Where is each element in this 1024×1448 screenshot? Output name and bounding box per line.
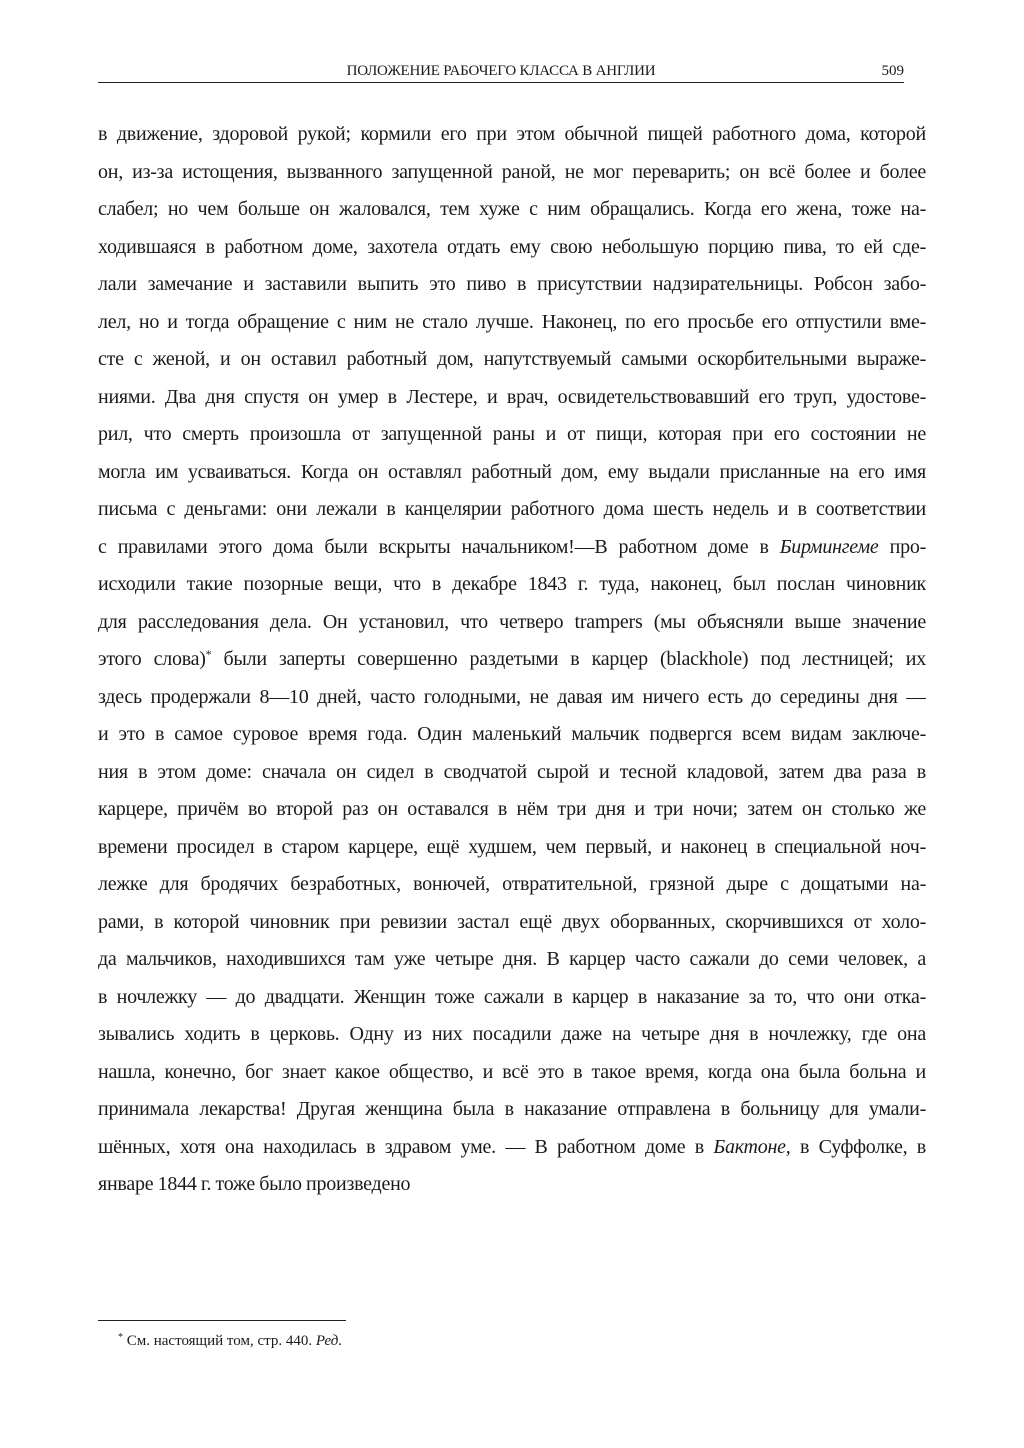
- text-line: в движение, здоровой рукой; кормили его при этом обычной пищей работного дома, которой: [98, 123, 926, 145]
- text-line: [98, 529, 926, 567]
- text-line: нашла, конечно, бог знает какое общество, и всё это в такое время, когда она была больна и: [98, 1060, 926, 1083]
- text-line: письма с деньгами: они лежали в канцелярии работного дома шесть недель и в соответствии: [98, 498, 926, 520]
- text-line: в ночлежку — до двадцати. Женщин тоже сажали в карцер в наказание за то, что они отка-: [98, 985, 926, 1008]
- text-line: исходили такие позорные вещи, что в декабре 1843 г. туда, наконец, был послан чиновник: [98, 573, 926, 595]
- footnote-editor-note: Ред.: [315, 1333, 343, 1349]
- text-line: сте с женой, и он оставил работный дом, напутствуемый самыми оскорбительными выраже-: [98, 348, 926, 370]
- text-line: карцере, причём во второй раз он оставался в нём три дня и три ночи; затем он столько же: [98, 798, 926, 820]
- place-name-bacton: Бактоне,: [713, 1135, 791, 1158]
- text-line: рами, в которой чиновник при ревизии застал ещё двух оборванных, скорчившихся от холо-: [98, 910, 926, 933]
- text-line: ниями. Два дня спустя он умер в Лестере, и врач, освидетельствовавший его труп, удостове-: [98, 385, 926, 408]
- footnote-text: См. настоящий том, стр. 440.: [123, 1333, 316, 1349]
- text-line: лежке для бродячих безработных, вонючей, отвратительной, грязной дыре с дощатыми на-: [98, 873, 926, 895]
- text-line: для расследования дела. Он установил, что четверо trampers (мы объясняли выше значение: [98, 610, 926, 633]
- text-line: да мальчиков, находившихся там уже четыре дня. В карцер часто сажали до семи человек, а: [98, 948, 926, 970]
- text-line: лел, но и тогда обращение с ним не стало лучше. Наконец, по его просьбе его отпустили вме-: [98, 310, 926, 333]
- text-line: принимала лекарства! Другая женщина была в наказание отправлена в больницу для умали-: [98, 1098, 926, 1120]
- text-segment: были заперты совершенно раздетыми в карцер (blackhole) под лестницей; их: [211, 648, 926, 670]
- text-line: рил, что смерть произошла от запущенной раны и от пищи, которая при его состоянии не: [98, 423, 926, 445]
- footnote: [118, 1331, 342, 1351]
- place-name-birmingham: Бирмингеме: [779, 535, 879, 558]
- text-line: могла им усваиваться. Когда он оставлял работный дом, ему выдали присланные на его имя: [98, 460, 926, 483]
- text-line: [98, 1129, 926, 1167]
- text-line: лали замечание и заставили выпить это пиво в присутствии надзирательницы. Робсон забо-: [98, 273, 926, 295]
- text-line: [98, 641, 926, 679]
- body-text: [98, 116, 926, 1204]
- text-segment: про-: [878, 535, 926, 558]
- footnote-separator: [98, 1320, 346, 1321]
- text-segment: с правилами этого дома были вскрыты начальником!—В работном доме в: [98, 535, 780, 558]
- text-line: зывались ходить в церковь. Одну из них посадили даже на четыре дня в ночлежку, где она: [98, 1023, 926, 1045]
- text-line: ходившаяся в работном доме, захотела отдать ему свою небольшую порцию пива, то ей сде-: [98, 235, 926, 258]
- text-segment: в Суффолке, в: [790, 1135, 926, 1158]
- text-line-last: январе 1844 г. тоже было произведено: [98, 1173, 411, 1195]
- running-header: [98, 62, 904, 83]
- page-number: 509: [881, 63, 904, 79]
- text-line: слабел; но чем больше он жаловался, тем хуже с ним обращались. Когда его жена, тоже на-: [98, 198, 926, 220]
- text-line: и это в самое суровое время года. Один маленький мальчик подвергся всем видам заключе-: [98, 723, 926, 745]
- text-line: он, из-за истощения, вызванного запущенной раной, не мог переварить; он всё более и более: [98, 160, 926, 183]
- text-segment: шённых, хотя она находилась в здравом уме. — В работном доме в: [98, 1135, 714, 1158]
- footnote-marker: *: [118, 1332, 123, 1343]
- text-line: времени просидел в старом карцере, ещё худшем, чем первый, и наконец в специальной ноч-: [98, 835, 926, 858]
- text-segment: этого слова): [98, 648, 206, 670]
- running-header-title: ПОЛОЖЕНИЕ РАБОЧЕГО КЛАССА В АНГЛИИ: [346, 63, 656, 79]
- footnote-reference[interactable]: *: [205, 647, 212, 661]
- text-line: ния в этом доме: сначала он сидел в сводчатой сырой и тесной кладовой, затем два раза в: [98, 760, 926, 783]
- text-line: здесь продержали 8—10 дней, часто голодными, не давая им ничего есть до середины дня —: [98, 685, 926, 708]
